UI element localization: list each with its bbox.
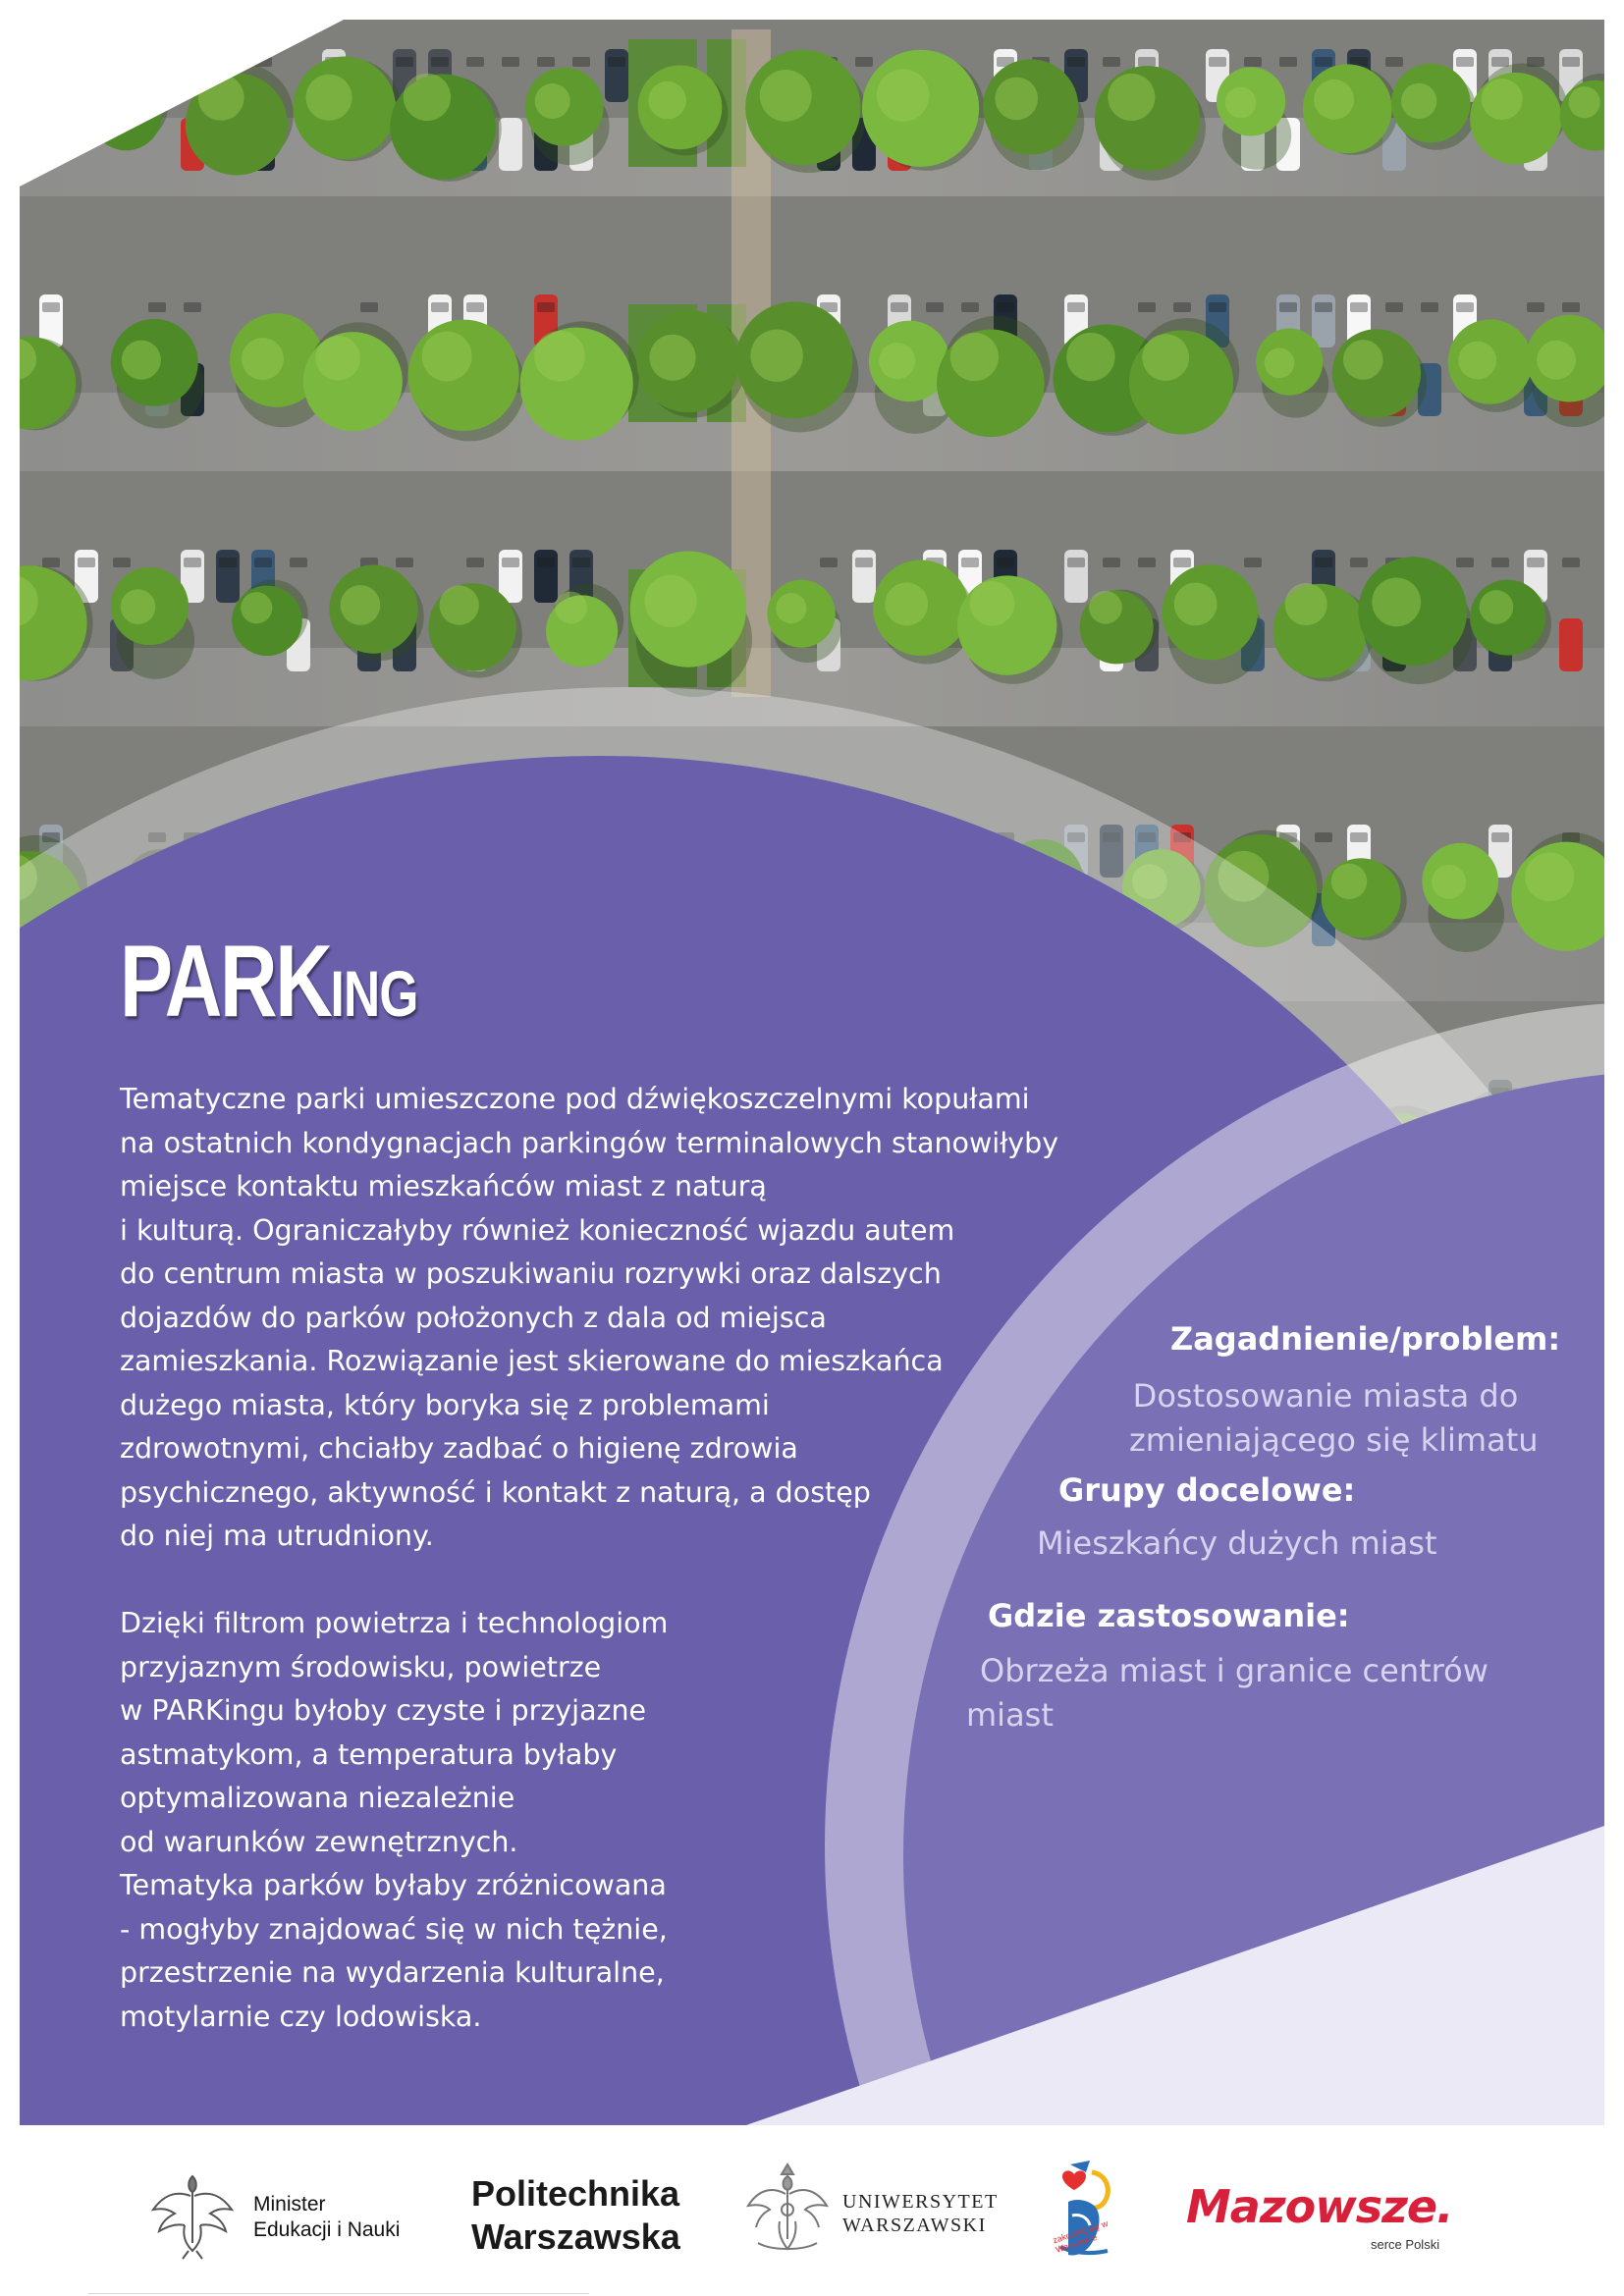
- problem-label: Zagadnienie/problem:: [1170, 1320, 1561, 1358]
- text-line: motylarnie czy lodowiska.: [120, 2000, 482, 2033]
- text-line: Dzięki filtrom powietrza i technologiom: [120, 1607, 669, 1639]
- text-line: przestrzenie na wydarzenia kulturalne,: [120, 1956, 665, 1989]
- text-line: psychicznego, aktywność i kontakt z naturą, a dostęp: [120, 1475, 871, 1509]
- text-line: dużego miasta, który boryka się z problemami: [120, 1388, 770, 1421]
- text-line: Tematyka parków byłaby zróżnicowana: [120, 1869, 667, 1901]
- text-line: do niej ma utrudniony.: [120, 1520, 434, 1552]
- target-groups-value: [1037, 1522, 1436, 1566]
- text-line: i kulturą. Ograniczałyby również konieczność wjazdu autem: [120, 1213, 955, 1247]
- text-line: na ostatnich kondygnacjach parkingów terminalowych stanowiłyby: [120, 1126, 1059, 1159]
- text-line: od warunków zewnętrznych.: [120, 1825, 518, 1858]
- application-label: Gdzie zastosowanie:: [988, 1597, 1350, 1634]
- details-paragraph: [120, 1602, 668, 2039]
- title-suffix: ING: [330, 957, 418, 1030]
- application-value: [966, 1649, 1489, 1737]
- target-groups-label: Grupy docelowe:: [1058, 1471, 1356, 1509]
- text-line: przyjaznym środowisku, powietrze: [120, 1650, 602, 1683]
- footer-divider: [88, 2293, 589, 2294]
- uw-line1: UNIWERSYTET: [842, 2191, 999, 2213]
- text-line: do centrum miasta w poszukiwaniu rozrywki oraz dalszych: [120, 1257, 942, 1290]
- text-line: optymalizowana niezależnie: [120, 1782, 515, 1814]
- mazowsze-tagline: serce Polski: [1371, 2237, 1440, 2252]
- eagle-emblem-icon: [145, 2166, 240, 2261]
- mazowsze-logo: [1186, 2182, 1471, 2270]
- text-line: miejsce kontaktu mieszkańców miast z naturą: [120, 1170, 767, 1202]
- problem-value-line: Dostosowanie miasta do: [1132, 1377, 1519, 1415]
- pw-line2: Warszawska: [471, 2216, 680, 2257]
- text-line: w PARKingu byłoby czyste i przyjazne: [120, 1694, 647, 1727]
- application-value-line: miast: [966, 1696, 1054, 1734]
- partner-logos: [0, 2125, 1624, 2296]
- text-line: - mogłyby znajdować się w nich tężnie,: [120, 1912, 668, 1946]
- target-groups-value-line: Mieszkańcy dużych miast: [1037, 1524, 1437, 1562]
- text-line: Tematyczne parki umieszczone pod dźwiękoszczelnymi kopułami: [120, 1083, 1030, 1115]
- uw-eagle-icon: [738, 2159, 837, 2261]
- problem-value-line: zmieniającego się klimatu: [1129, 1421, 1539, 1459]
- mazowsze-name: Mazowsze.: [1186, 2180, 1453, 2233]
- title-main: PARK: [120, 925, 331, 1039]
- ministry-line1: Minister: [253, 2193, 326, 2216]
- politechnika-logo: [471, 2172, 697, 2261]
- warsaw-text: zakochaj się w Warszawie: [1051, 2217, 1110, 2255]
- application-value-line: Obrzeża miast i granice centrów: [980, 1652, 1489, 1689]
- text-line: astmatykom, a temperatura byłaby: [120, 1737, 618, 1771]
- problem-value: [1129, 1374, 1539, 1463]
- text-line: zamieszkania. Rozwiązanie jest skierowane do mieszkańca: [120, 1345, 944, 1377]
- intro-paragraph: [120, 1078, 1058, 1559]
- warsaw-logo: [1051, 2159, 1125, 2267]
- text-line: zdrowotnymi, chciałby zadbać o higienę zdrowia: [120, 1432, 798, 1465]
- page-title: [120, 925, 418, 1039]
- text-line: dojazdów do parków położonych z dala od miejsca: [120, 1301, 827, 1334]
- uw-line2: WARSZAWSKI: [842, 2215, 987, 2236]
- pw-line1: Politechnika: [471, 2173, 680, 2214]
- uw-logo: [738, 2159, 1003, 2267]
- poster: [20, 20, 1604, 2125]
- ministry-line2: Edukacji i Nauki: [253, 2218, 401, 2241]
- ministry-logo: [145, 2166, 440, 2265]
